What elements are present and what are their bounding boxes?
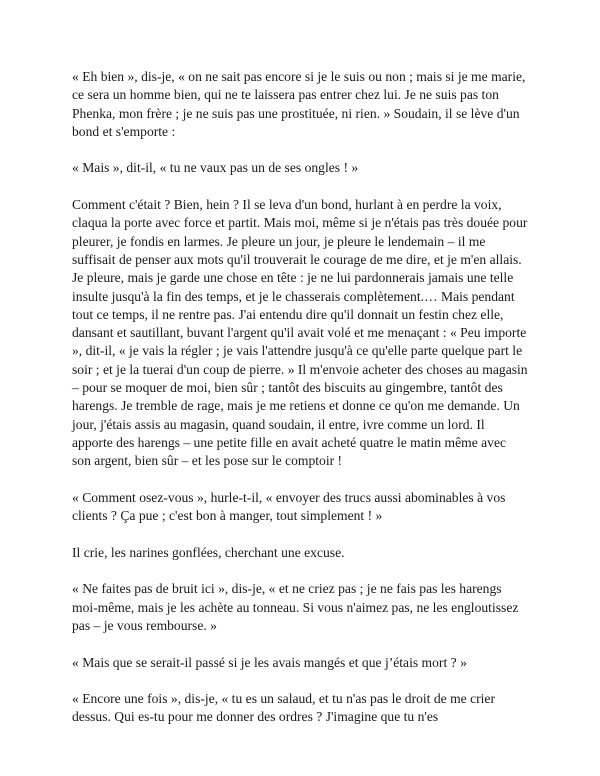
paragraph-3: Comment c'était ? Bien, hein ? Il se leva d'un bond, hurlant à en perdre la voix, claqua la porte avec force et partit. Mais moi, même si je n'étais pas très douée pour pleurer, je fondis en larmes. Je pleure un jour, je pleure le lendemain – il me suffisait de penser aux mots qu'il trouverait le courage de me dire, et je m'en allais. Je pleure, mais je garde une chose en tête : je ne lui pardonnerais jamais une telle insulte jusqu'à la fin des temps, et je le chasserais complètement.… Mais pendant tout ce temps, il ne rentre pas. J'ai entendu dire qu'il donnait un festin chez elle, dansant et sautillant, buvant l'argent qu'il avait volé et me menaçant : « Peu importe », dit-il, « je vais la régler ; je vais l'attendre jusqu'à ce qu'elle parte quelque part le soir ; et je la tuerai d'un coup de pierre. » Il m'envoie acheter des choses au magasin – pour se moquer de moi, bien sûr ; tantôt des biscuits au gingembre, tantôt des harengs. Je tremble de rage, mais je me retiens et donne ce qu'on me demande. Un jour, j'étais assis au magasin, quand soudain, il entre, ivre comme un lord. Il apporte des harengs – une petite fille en avait acheté quatre le matin même avec son argent, bien sûr – et les pose sur le comptoir !	[72, 197, 528, 469]
paragraph-1: « Eh bien », dis-je, « on ne sait pas encore si je le suis ou non ; mais si je me marie, ce sera un homme bien, qui ne te laissera pas entrer chez lui. Je ne suis pas ton Phenka, mon frère ; je ne suis pas une prostituée, ni rien. » Soudain, il se lève d'un bond et s'emporte :	[72, 69, 526, 139]
paragraph-4: « Comment osez-vous », hurle-t-il, « envoyer des trucs aussi abominables à vos clients ? Ça pue ; c'est bon à manger, tout simplement ! »	[72, 489, 506, 524]
paragraph-8: « Encore une fois », dis-je, « tu es un salaud, et tu n'as pas le droit de me crier dessus. Qui es-tu pour me donner des ordres ? J'imagine que tu n'es	[72, 691, 495, 725]
paragraph-6: « Ne faites pas de bruit ici », dis-je, « et ne criez pas ; je ne fais pas les harengs moi-même, mais je les achète au tonneau. Si vous n'aimez pas, ne les engloutissez pas – je vous rembourse. »	[72, 581, 519, 633]
paragraph-2: « Mais », dit-il, « tu ne vaux pas un de ses ongles ! »	[72, 160, 359, 176]
document-page	[72, 68, 528, 745]
paragraph-5: Il crie, les narines gonflées, cherchant une excuse.	[72, 544, 345, 560]
paragraph-7: « Mais que se serait-il passé si je les avais mangés et que j’étais mort ? »	[72, 654, 467, 670]
